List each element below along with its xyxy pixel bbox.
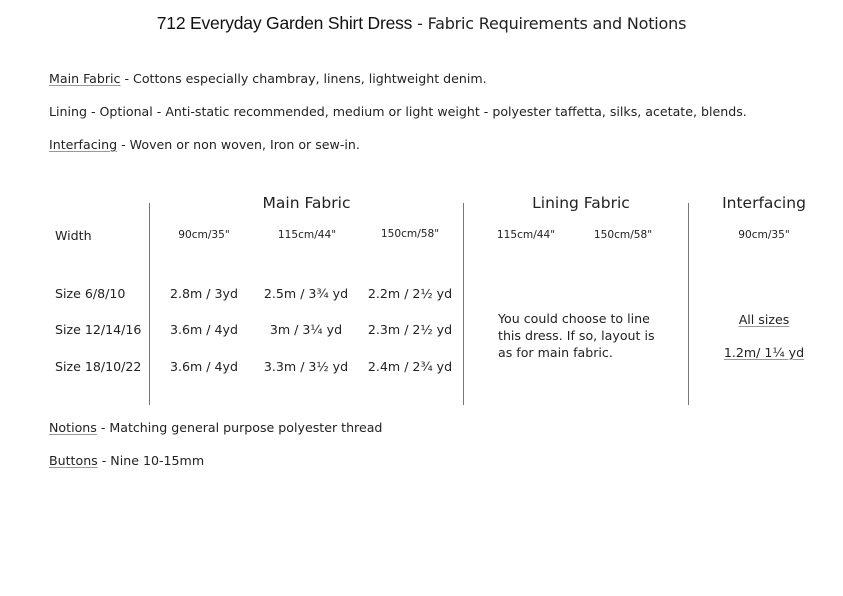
notions-term: Notions	[49, 420, 97, 435]
table-cell: 3.6m / 4yd	[169, 322, 238, 337]
table-cell: 2.3m / 2½ yd	[367, 322, 453, 337]
interfacing-amount-text: 1.2m/ 1¼ yd	[723, 345, 805, 360]
table-cell: 3m / 3¼ yd	[269, 322, 343, 337]
interfacing-amount	[689, 345, 839, 360]
table-cell: 2.8m / 3yd	[169, 286, 238, 301]
interfacing-all-sizes-text: All sizes	[738, 312, 790, 327]
lining-note: You could choose to line this dress. If so, layout is as for main fabric.	[498, 311, 655, 360]
table-cell: 3.3m / 3½ yd	[263, 359, 349, 374]
width-interfacing-90: 90cm/35"	[738, 229, 790, 241]
main-fabric-desc: - Cottons especially chambray, linens, lightweight denim.	[120, 71, 487, 86]
table-cell: 2.5m / 3¾ yd	[263, 286, 349, 301]
width-lining-150: 150cm/58"	[593, 229, 653, 241]
interfacing-all-sizes-label	[689, 312, 839, 327]
size-label: Size 12/14/16	[55, 322, 142, 337]
table-cell: 3.6m / 4yd	[169, 359, 238, 374]
column-divider	[688, 203, 689, 405]
interfacing-desc: - Woven or non woven, Iron or sew-in.	[117, 137, 360, 152]
column-divider	[463, 203, 464, 405]
size-label: Size 18/10/22	[55, 359, 142, 374]
table-cell: 2.2m / 2½ yd	[367, 286, 453, 301]
group-header-main-fabric: Main Fabric	[262, 194, 351, 212]
group-header-lining-fabric: Lining Fabric	[532, 194, 630, 212]
pattern-name: 712 Everyday Garden Shirt Dress	[156, 13, 413, 33]
page-title	[0, 13, 843, 34]
width-main-90: 90cm/35"	[178, 229, 230, 241]
group-header-interfacing: Interfacing	[722, 194, 806, 212]
width-main-115: 115cm/44"	[277, 229, 337, 241]
notions-line	[49, 420, 382, 435]
page-subtitle: - Fabric Requirements and Notions	[412, 14, 687, 33]
width-lining-115: 115cm/44"	[496, 229, 556, 241]
lining-line	[49, 104, 747, 119]
buttons-term: Buttons	[49, 453, 98, 468]
column-divider	[149, 203, 150, 405]
notions-desc: - Matching general purpose polyester thread	[96, 420, 383, 435]
width-label: Width	[55, 228, 92, 243]
interfacing-line	[49, 137, 360, 152]
width-main-150: 150cm/58"	[380, 228, 440, 240]
lining-desc: Lining - Optional - Anti-static recommended, medium or light weight - polyester taffetta, silks, acetate, blends.	[49, 104, 747, 119]
buttons-desc: - Nine 10-15mm	[97, 453, 205, 468]
main-fabric-term: Main Fabric	[49, 71, 121, 86]
buttons-line	[49, 453, 204, 468]
size-label: Size 6/8/10	[55, 286, 126, 301]
main-fabric-line	[49, 71, 487, 86]
interfacing-term: Interfacing	[49, 137, 118, 152]
table-cell: 2.4m / 2¾ yd	[367, 359, 453, 374]
